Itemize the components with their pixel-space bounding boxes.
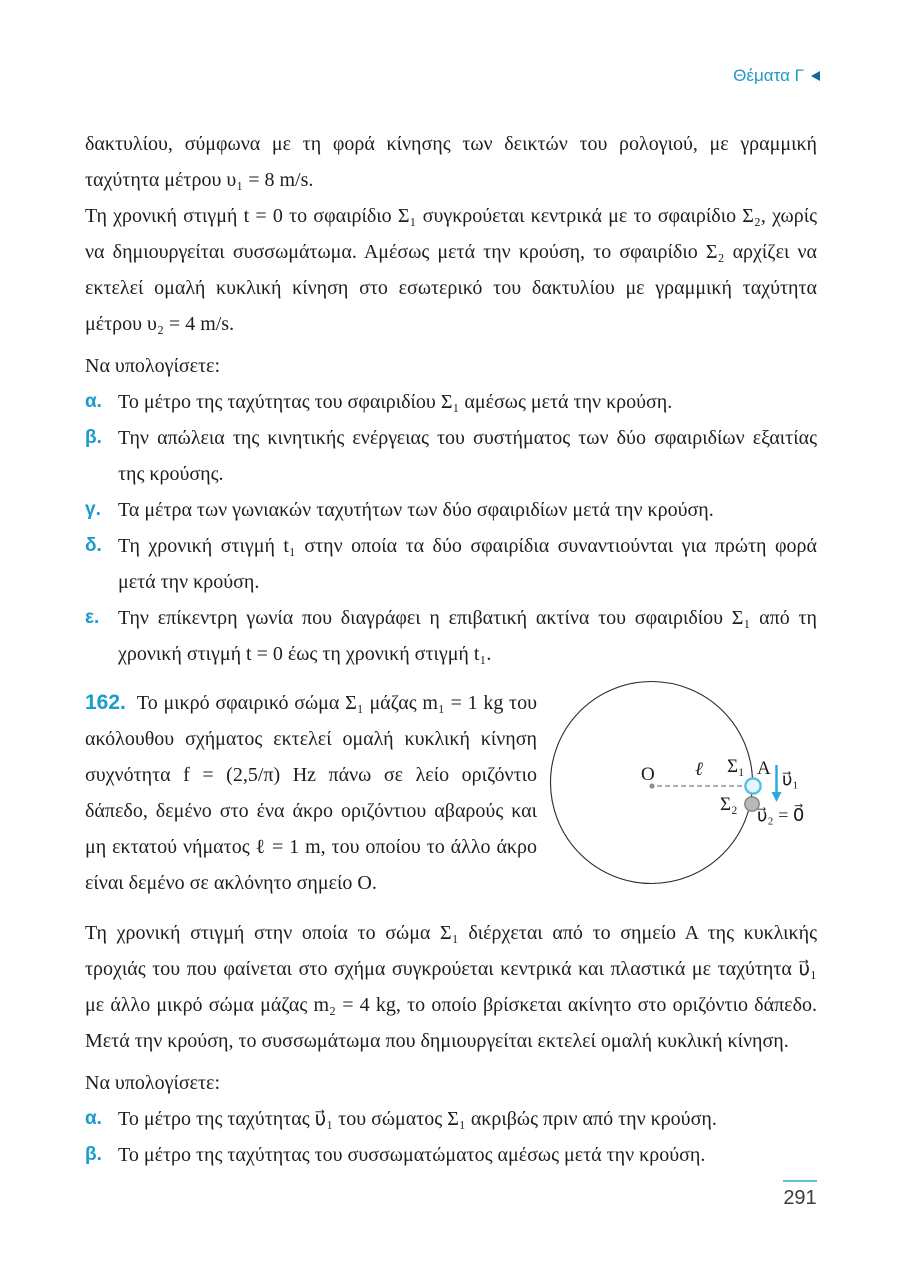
circular-motion-figure — [537, 671, 817, 907]
item-text: Το μέτρο της ταχύτητας του σφαιριδίου Σ₁ αμέσως μετά την κρούση. — [118, 391, 673, 413]
paragraph-collision: Τη χρονική στιγμή t = 0 το σφαιρίδιο Σ₁ συγκρούεται κεντρικά με το σφαιρίδιο Σ₂, χωρίς να δημιουργείται συσσωμάτωμα. Αμέσως μετά την κρούση, το σφαιρίδιο Σ₂ αρχίζει να εκτελεί ομαλή κυκλική κίνηση στο εσωτερικό του δακτυλίου με γραμμική ταχύτητα μέτρου υ₂ = 4 m/s. — [85, 205, 817, 335]
item-marker: α. — [85, 391, 102, 412]
problem-statement-text: Το μικρό σφαιρικό σώμα Σ₁ μάζας m₁ = 1 kg του ακόλουθου σχήματος εκτελεί ομαλή κυκλική κίνηση συχνότητα f = (2,5/π) Hz πάνω σε λείο οριζόντιο δάπεδο, δεμένο στο ένα άκρο οριζόντιου αβαρούς και μη εκτατού νήματος ℓ = 1 m, του οποίου το άλλο άκρο είναι δεμένο σε ακλόνητο σημείο Ο. — [85, 692, 537, 894]
item-text: Το μέτρο της ταχύτητας του συσσωματώματος αμέσως μετά την κρούση. — [118, 1144, 706, 1166]
list-item — [85, 600, 817, 672]
problem-162 — [85, 685, 817, 907]
list-item — [85, 528, 817, 600]
item-marker: γ. — [85, 499, 101, 520]
list-item — [85, 1137, 817, 1173]
label-pointA: A — [757, 758, 771, 779]
body1-ball — [745, 778, 760, 793]
item-marker: β. — [85, 1144, 102, 1165]
footer-rule — [783, 1180, 817, 1182]
page-number: 291 — [783, 1187, 817, 1209]
label-body1: Σ₁ — [727, 756, 745, 777]
label-velocity2-zero: υ⃗₂ = 0⃗ — [757, 805, 805, 825]
triangle-left-icon — [811, 71, 820, 81]
item-marker: α. — [85, 1108, 102, 1129]
section-header — [733, 66, 820, 86]
label-body2: Σ₂ — [720, 794, 738, 815]
question-list — [85, 384, 817, 672]
item-text: Την απώλεια της κινητικής ενέργειας του συστήματος των δύο σφαιριδίων εξαιτίας της κρούσης. — [118, 427, 817, 485]
item-marker: ε. — [85, 607, 100, 628]
figure-svg — [537, 671, 817, 907]
list-item — [85, 1101, 817, 1137]
item-text: Το μέτρο της ταχύτητας υ⃗₁ του σώματος Σ₁ ακριβώς πριν από την κρούση. — [118, 1108, 717, 1130]
problem-number: 162. — [85, 691, 126, 714]
problem-statement — [85, 685, 537, 901]
item-text: Την επίκεντρη γωνία που διαγράφει η επιβατική ακτίνα του σφαιριδίου Σ₁ από τη χρονική στιγμή t = 0 έως τη χρονική στιγμή t₁. — [118, 607, 817, 665]
velocity-arrowhead — [772, 792, 782, 802]
item-text: Τα μέτρα των γωνιακών ταχυτήτων των δύο σφαιριδίων μετά την κρούση. — [118, 499, 714, 521]
problem-statement-column — [85, 685, 537, 907]
paragraph-continuation: δακτυλίου, σύμφωνα με τη φορά κίνησης των δεικτών του ρολογιού, με γραμμική ταχύτητα μέτρου υ₁ = 8 m/s. — [85, 133, 817, 191]
label-velocity1: υ⃗₁ — [782, 769, 799, 789]
paragraph-plastic-collision: Τη χρονική στιγμή στην οποία το σώμα Σ₁ διέρχεται από το σημείο Α της κυκλικής τροχιάς του που φαίνεται στο σχήμα συγκρούεται κεντρικά και πλαστικά με ταχύτητα υ⃗₁ με άλλο μικρό σώμα μάζας m₂ = 4 kg, το οποίο βρίσκεται ακίνητο στο οριζόντιο δάπεδο. Μετά την κρούση, το συσσωμάτωμα που δημιουργείται εκτελεί ομαλή κυκλική κίνηση. — [85, 922, 817, 1052]
list-item — [85, 420, 817, 492]
item-marker: δ. — [85, 535, 102, 556]
question-list — [85, 1101, 817, 1173]
item-marker: β. — [85, 427, 102, 448]
list-item — [85, 384, 817, 420]
list-item — [85, 492, 817, 528]
page-content — [85, 126, 817, 1173]
calculate-prompt: Να υπολογίσετε: — [85, 1072, 221, 1094]
label-length: ℓ — [695, 759, 703, 780]
label-center-O: O — [641, 764, 655, 785]
calculate-prompt: Να υπολογίσετε: — [85, 355, 221, 377]
page-footer — [780, 1180, 820, 1210]
section-title: Θέματα Γ — [733, 66, 804, 85]
item-text: Τη χρονική στιγμή t₁ στην οποία τα δύο σφαιρίδια συναντιούνται για πρώτη φορά μετά την κρούση. — [118, 535, 817, 593]
